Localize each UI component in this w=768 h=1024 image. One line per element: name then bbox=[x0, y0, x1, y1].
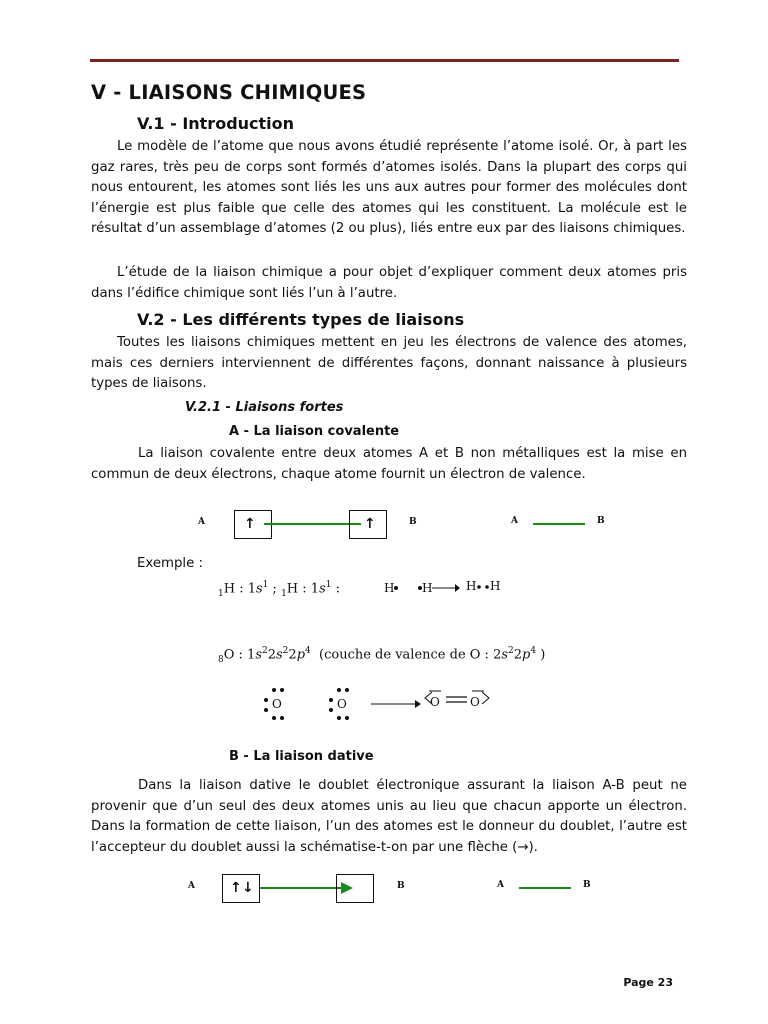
heading-dative-bond: B - La liaison dative bbox=[229, 749, 374, 764]
dioxygen-o-left: O bbox=[430, 695, 440, 709]
section-heading-introduction: V.1 - Introduction bbox=[137, 114, 295, 133]
reaction-arrow-icon bbox=[432, 583, 460, 593]
chapter-title: V - LIAISONS CHIMIQUES bbox=[91, 81, 367, 104]
section-heading-types: V.2 - Les différents types de liaisons bbox=[137, 310, 465, 329]
electron-up-arrow-icon: ↑ bbox=[244, 516, 256, 532]
dative-paragraph: Dans la liaison dative le doublet électronique assurant la liaison A-B peut ne provenir que d’un seul des deux atomes unis au lieu que chacun apporte un électron. Dans la formation de cette liaison, l’un des atomes est le donneur du doublet, l’autre est l’accepteur du doublet aussi la schématise-t-on par une flèche (→). bbox=[91, 778, 687, 855]
subsection-heading-strong-bonds: V.2.1 - Liaisons fortes bbox=[185, 400, 344, 415]
electron-up-arrow-icon: ↑ bbox=[364, 516, 376, 532]
oxygen-atom-2: O bbox=[337, 697, 347, 711]
atom-b-orbital-box bbox=[336, 874, 374, 903]
electron-dot-icon bbox=[393, 585, 399, 591]
electron-up-arrow-icon: ↑ bbox=[230, 880, 242, 896]
bond-notation-b-label: B bbox=[597, 516, 605, 526]
hydrogen-atom-2: H bbox=[422, 581, 433, 595]
atom-b-orbital-box bbox=[349, 510, 387, 539]
oxygen-valence-electrons-icon bbox=[327, 688, 361, 722]
atom-a-label: A bbox=[188, 881, 195, 891]
bond-notation-line bbox=[533, 523, 585, 525]
intro-paragraph-2: L’étude de la liaison chimique a pour objet d’expliquer comment deux atomes pris dans l’édifice chimique sont liés l’un à l’autre. bbox=[91, 265, 687, 301]
atom-a-orbital-box bbox=[234, 510, 272, 539]
oxygen-valence-electrons-icon bbox=[262, 688, 296, 722]
bond-notation-a-label: A bbox=[511, 516, 518, 526]
reaction-arrow-icon bbox=[371, 699, 421, 709]
hydrogen-atom-1: H bbox=[384, 581, 395, 595]
dative-bond-line bbox=[260, 887, 342, 889]
atom-b-label: B bbox=[409, 517, 417, 527]
shared-electron-pair-icon bbox=[476, 583, 490, 591]
dihydrogen-h-left: H bbox=[466, 579, 477, 593]
bond-notation-line bbox=[519, 887, 571, 889]
covalent-bond-line bbox=[264, 523, 361, 525]
double-bond-lone-pairs-icon bbox=[422, 688, 492, 718]
bond-notation-b-label: B bbox=[583, 880, 591, 890]
atom-b-label: B bbox=[397, 881, 405, 891]
page-number: Page 23 bbox=[623, 976, 673, 989]
hydrogen-configuration: $_1$H : $1s^1$ ; $_1$H : $1s^1$ : bbox=[218, 580, 340, 599]
example-label: Exemple : bbox=[137, 556, 204, 571]
oxygen-configuration: $_8$O : $1s^22s^22p^4$ (couche de valence de O : $2s^22p^4$ ) bbox=[218, 646, 546, 665]
intro-paragraph-1: Le modèle de l’atome que nous avons étudié représente l’atome isolé. Or, à part les gaz rares, très peu de corps sont formés d’atomes isolés. Dans la plupart des corps qui nous entourent, les atomes sont liés les uns aux autres pour former des molécules dont l’énergie est plus faible que celle des atomes qui les constituent. La molécule est le résultat d’un assemblage d’atomes (2 ou plus), liés entre eux par des liaisons chimiques. bbox=[91, 139, 687, 236]
covalent-paragraph: La liaison covalente entre deux atomes A et B non métalliques est la mise en commun de deux électrons, chaque atome fournit un électron de valence. bbox=[91, 446, 687, 482]
atom-a-orbital-box bbox=[222, 874, 260, 903]
bond-notation-a-label: A bbox=[497, 880, 504, 890]
heading-covalent-bond: A - La liaison covalente bbox=[229, 424, 400, 439]
dihydrogen-h-right: H bbox=[490, 579, 501, 593]
atom-a-label: A bbox=[198, 517, 205, 527]
header-rule bbox=[90, 59, 679, 62]
types-paragraph: Toutes les liaisons chimiques mettent en jeu les électrons de valence des atomes, mais ces derniers interviennent de différentes façons, donnant naissance à plusieurs types de liaisons. bbox=[91, 335, 687, 391]
dioxygen-o-right: O bbox=[470, 695, 480, 709]
electron-down-arrow-icon: ↓ bbox=[242, 880, 254, 896]
oxygen-atom-1: O bbox=[272, 697, 282, 711]
